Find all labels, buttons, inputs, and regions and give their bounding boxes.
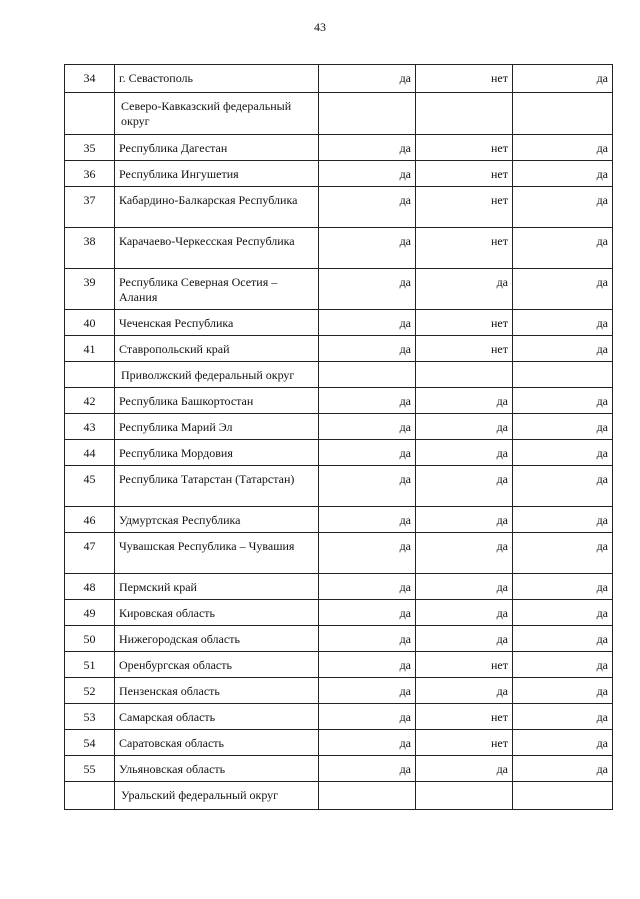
table-row [65,652,613,678]
row-number: 40 [65,310,115,336]
row-number: 42 [65,388,115,414]
row-number: 37 [65,187,115,228]
section-row [65,362,613,388]
table-row [65,626,613,652]
value-cell-2: да [416,533,513,574]
value-cell-3: да [513,600,613,626]
page-number: 43 [314,20,326,34]
value-cell-3: да [513,440,613,466]
value-cell-3: да [513,507,613,533]
value-cell-2: да [416,466,513,507]
region-name: Ульяновская область [115,756,319,782]
table-row [65,440,613,466]
value-cell-2: да [416,507,513,533]
section-name: Приволжский федеральный округ [115,362,319,388]
region-name: Ставропольский край [115,336,319,362]
value-cell-1: да [319,730,416,756]
value-cell-1: да [319,704,416,730]
row-number: 34 [65,65,115,93]
value-cell-3: да [513,704,613,730]
table-row [65,65,613,93]
row-number: 53 [65,704,115,730]
value-cell-2: нет [416,310,513,336]
region-name: Оренбургская область [115,652,319,678]
value-cell-3 [513,93,613,135]
value-cell-1: да [319,228,416,269]
row-number-cell [65,782,115,810]
value-cell-2: нет [416,652,513,678]
region-name: Республика Мордовия [115,440,319,466]
value-cell-1 [319,362,416,388]
table-row [65,414,613,440]
region-name: Республика Ингушетия [115,161,319,187]
value-cell-3: да [513,652,613,678]
row-number: 50 [65,626,115,652]
value-cell-1: да [319,388,416,414]
region-name: Чеченская Республика [115,310,319,336]
value-cell-1: да [319,626,416,652]
value-cell-2: нет [416,135,513,161]
value-cell-2: нет [416,161,513,187]
value-cell-1: да [319,574,416,600]
table-row [65,161,613,187]
section-name: Уральский федеральный округ [115,782,319,810]
value-cell-2: нет [416,228,513,269]
row-number: 43 [65,414,115,440]
value-cell-2: нет [416,730,513,756]
value-cell-3: да [513,65,613,93]
value-cell-1 [319,782,416,810]
row-number: 46 [65,507,115,533]
value-cell-3: да [513,730,613,756]
value-cell-3: да [513,310,613,336]
row-number: 45 [65,466,115,507]
value-cell-3: да [513,228,613,269]
value-cell-3: да [513,388,613,414]
row-number: 35 [65,135,115,161]
value-cell-1: да [319,466,416,507]
region-name: Кировская область [115,600,319,626]
value-cell-1: да [319,600,416,626]
table-row [65,388,613,414]
region-name: Чувашская Республика – Чувашия [115,533,319,574]
value-cell-2: да [416,626,513,652]
value-cell-3: да [513,533,613,574]
value-cell-2: да [416,756,513,782]
row-number: 41 [65,336,115,362]
region-name: Пензенская область [115,678,319,704]
value-cell-2: нет [416,65,513,93]
table-row [65,135,613,161]
value-cell-3: да [513,466,613,507]
table-row [65,507,613,533]
region-name: Самарская область [115,704,319,730]
value-cell-2: нет [416,336,513,362]
region-name: Пермский край [115,574,319,600]
table-row [65,533,613,574]
value-cell-1: да [319,135,416,161]
region-name: Карачаево-Черкесская Республика [115,228,319,269]
value-cell-1: да [319,533,416,574]
value-cell-3: да [513,336,613,362]
table-row [65,269,613,310]
value-cell-3: да [513,135,613,161]
region-name: Республика Башкортостан [115,388,319,414]
value-cell-2: нет [416,187,513,228]
table-row [65,466,613,507]
row-number: 52 [65,678,115,704]
value-cell-3: да [513,756,613,782]
value-cell-1: да [319,65,416,93]
value-cell-1: да [319,507,416,533]
table-row [65,574,613,600]
value-cell-3: да [513,187,613,228]
value-cell-1: да [319,310,416,336]
value-cell-3: да [513,269,613,310]
value-cell-2: да [416,414,513,440]
section-row [65,782,613,810]
value-cell-2: да [416,574,513,600]
region-name: Саратовская область [115,730,319,756]
value-cell-3: да [513,574,613,600]
region-name: Республика Северная Осетия – Алания [115,269,319,310]
table-row [65,336,613,362]
row-number-cell [65,93,115,135]
value-cell-2 [416,782,513,810]
table-row [65,730,613,756]
region-name: Республика Дагестан [115,135,319,161]
row-number: 39 [65,269,115,310]
table-row [65,187,613,228]
region-name: Республика Марий Эл [115,414,319,440]
row-number: 47 [65,533,115,574]
value-cell-1: да [319,414,416,440]
row-number: 48 [65,574,115,600]
region-name: Удмуртская Республика [115,507,319,533]
regions-table [64,64,613,810]
value-cell-1: да [319,269,416,310]
value-cell-2: да [416,440,513,466]
value-cell-3: да [513,626,613,652]
value-cell-1: да [319,187,416,228]
table-row [65,600,613,626]
value-cell-1: да [319,652,416,678]
region-name: Республика Татарстан (Татарстан) [115,466,319,507]
row-number: 51 [65,652,115,678]
region-name: г. Севастополь [115,65,319,93]
value-cell-3 [513,362,613,388]
row-number: 38 [65,228,115,269]
value-cell-1: да [319,161,416,187]
row-number: 44 [65,440,115,466]
table-row [65,678,613,704]
row-number: 54 [65,730,115,756]
value-cell-2 [416,93,513,135]
row-number: 36 [65,161,115,187]
value-cell-3: да [513,414,613,440]
table-row [65,756,613,782]
section-name: Северо-Кавказский федеральный округ [115,93,319,135]
table-row [65,228,613,269]
value-cell-3: да [513,161,613,187]
value-cell-2 [416,362,513,388]
value-cell-3: да [513,678,613,704]
value-cell-1 [319,93,416,135]
table-row [65,310,613,336]
value-cell-2: да [416,269,513,310]
row-number: 49 [65,600,115,626]
region-name: Нижегородская область [115,626,319,652]
section-row [65,93,613,135]
value-cell-3 [513,782,613,810]
value-cell-2: да [416,388,513,414]
table-body [65,65,613,810]
value-cell-1: да [319,440,416,466]
table-row [65,704,613,730]
value-cell-1: да [319,336,416,362]
value-cell-2: да [416,678,513,704]
region-name: Кабардино-Балкарская Республика [115,187,319,228]
value-cell-1: да [319,678,416,704]
value-cell-1: да [319,756,416,782]
value-cell-2: да [416,600,513,626]
row-number-cell [65,362,115,388]
row-number: 55 [65,756,115,782]
value-cell-2: нет [416,704,513,730]
